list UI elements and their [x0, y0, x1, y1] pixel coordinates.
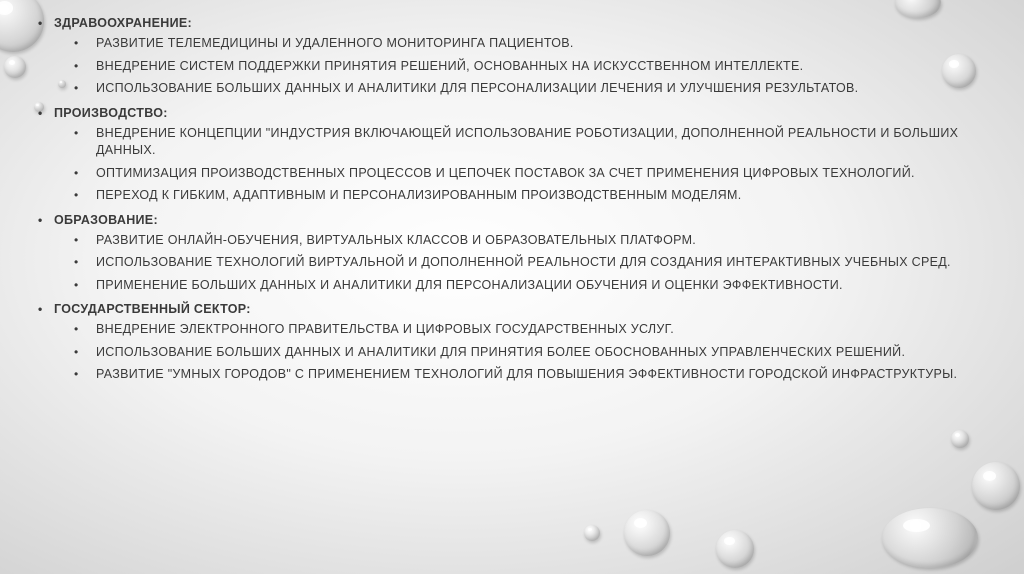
list-item: • РАЗВИТИЕ "УМНЫХ ГОРОДОВ" С ПРИМЕНЕНИЕМ ТЕХНОЛОГИЙ ДЛЯ ПОВЫШЕНИЯ ЭФФЕКТИВНОСТИ ГОРОДСКОЙ ИНФРАСТРУКТУРЫ. [96, 366, 968, 384]
list-item: • ПРИМЕНЕНИЕ БОЛЬШИХ ДАННЫХ И АНАЛИТИКИ ДЛЯ ПЕРСОНАЛИЗАЦИИ ОБУЧЕНИЯ И ОЦЕНКИ ЭФФЕКТИВНОСТИ. [96, 277, 968, 295]
section-government [38, 300, 968, 384]
list-item: • РАЗВИТИЕ ТЕЛЕМЕДИЦИНЫ И УДАЛЕННОГО МОНИТОРИНГА ПАЦИЕНТОВ. [96, 35, 968, 53]
list-item: • ВНЕДРЕНИЕ КОНЦЕПЦИИ "ИНДУСТРИЯ ВКЛЮЧАЮЩЕЙ ИСПОЛЬЗОВАНИЕ РОБОТИЗАЦИИ, ДОПОЛНЕННОЙ РЕАЛЬНОСТИ И БОЛЬШИХ ДАННЫХ. [96, 125, 968, 160]
bullet-list [38, 232, 968, 295]
section-manufacturing [38, 104, 968, 205]
bullet-list [38, 35, 968, 98]
water-drop-decoration [584, 525, 600, 541]
list-item: • ПЕРЕХОД К ГИБКИМ, АДАПТИВНЫМ И ПЕРСОНАЛИЗИРОВАННЫМ ПРОИЗВОДСТВЕННЫМ МОДЕЛЯМ. [96, 187, 968, 205]
bullet-list [38, 321, 968, 384]
water-drop-decoration [4, 56, 26, 78]
water-drop-decoration [972, 462, 1020, 510]
list-item: • ВНЕДРЕНИЕ СИСТЕМ ПОДДЕРЖКИ ПРИНЯТИЯ РЕШЕНИЙ, ОСНОВАННЫХ НА ИСКУССТВЕННОМ ИНТЕЛЛЕКТЕ. [96, 58, 968, 76]
section-education [38, 211, 968, 295]
list-item: • ИСПОЛЬЗОВАНИЕ ТЕХНОЛОГИЙ ВИРТУАЛЬНОЙ И ДОПОЛНЕННОЙ РЕАЛЬНОСТИ ДЛЯ СОЗДАНИЯ ИНТЕРАКТИВНЫХ УЧЕБНЫХ СРЕД. [96, 254, 968, 272]
water-drop-decoration [951, 430, 969, 448]
section-title: • ГОСУДАРСТВЕННЫЙ СЕКТОР: [38, 300, 968, 319]
bullet-content [38, 14, 968, 390]
list-item: • ВНЕДРЕНИЕ ЭЛЕКТРОННОГО ПРАВИТЕЛЬСТВА И ЦИФРОВЫХ ГОСУДАРСТВЕННЫХ УСЛУГ. [96, 321, 968, 339]
section-title: • ЗДРАВООХРАНЕНИЕ: [38, 14, 968, 33]
water-drop-decoration [624, 510, 670, 556]
list-item: • ИСПОЛЬЗОВАНИЕ БОЛЬШИХ ДАННЫХ И АНАЛИТИКИ ДЛЯ ПЕРСОНАЛИЗАЦИИ ЛЕЧЕНИЯ И УЛУЧШЕНИЯ РЕЗУЛЬТАТОВ. [96, 80, 968, 98]
list-item: • РАЗВИТИЕ ОНЛАЙН-ОБУЧЕНИЯ, ВИРТУАЛЬНЫХ КЛАССОВ И ОБРАЗОВАТЕЛЬНЫХ ПЛАТФОРМ. [96, 232, 968, 250]
section-healthcare [38, 14, 968, 98]
list-item: • ИСПОЛЬЗОВАНИЕ БОЛЬШИХ ДАННЫХ И АНАЛИТИКИ ДЛЯ ПРИНЯТИЯ БОЛЕЕ ОБОСНОВАННЫХ УПРАВЛЕНЧЕСКИХ РЕШЕНИЙ. [96, 344, 968, 362]
section-title: • ОБРАЗОВАНИЕ: [38, 211, 968, 230]
water-drop-decoration [882, 508, 978, 568]
section-title: • ПРОИЗВОДСТВО: [38, 104, 968, 123]
list-item: • ОПТИМИЗАЦИЯ ПРОИЗВОДСТВЕННЫХ ПРОЦЕССОВ И ЦЕПОЧЕК ПОСТАВОК ЗА СЧЕТ ПРИМЕНЕНИЯ ЦИФРОВЫХ ТЕХНОЛОГИЙ. [96, 165, 968, 183]
bullet-list [38, 125, 968, 205]
water-drop-decoration [716, 530, 754, 568]
